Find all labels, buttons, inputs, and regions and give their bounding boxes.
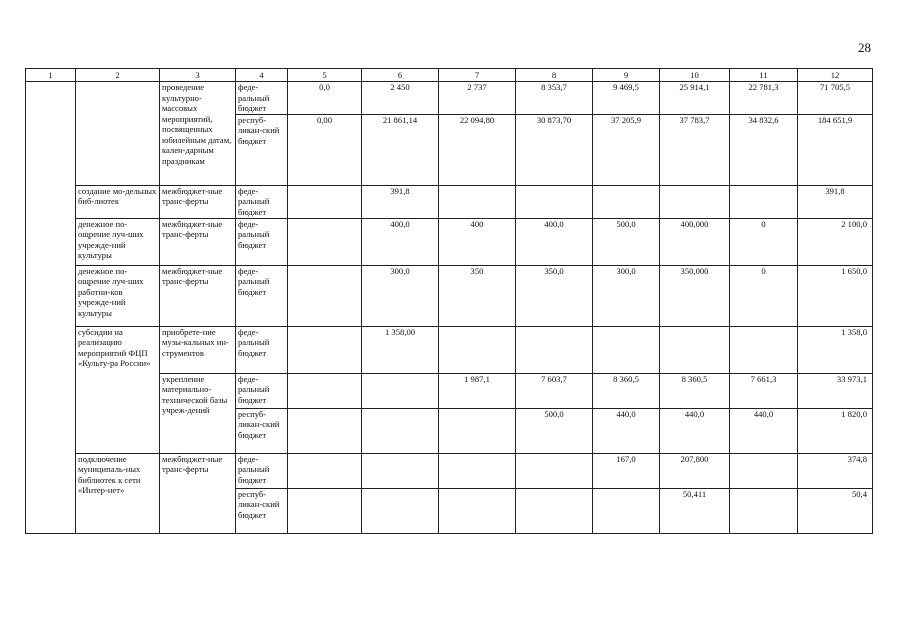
table-cell [730,185,798,218]
table-cell: респуб-ликан-ский бюджет [236,408,288,453]
table-cell [288,185,362,218]
table-cell: феде-ральный бюджет [236,265,288,326]
table-cell [593,488,660,533]
table-cell [288,453,362,488]
budget-table [25,68,873,534]
table-cell: 400 [439,218,516,265]
table-cell: 1 358,0 [798,326,873,373]
table-cell: 207,800 [660,453,730,488]
column-header: 8 [516,69,593,82]
table-cell [288,265,362,326]
table-cell: 400,0 [516,218,593,265]
table-cell: 440,0 [660,408,730,453]
table-cell [730,326,798,373]
table-cell [288,326,362,373]
table-cell: создание мо-дельных биб-лиотек [76,185,160,218]
table-cell [362,408,439,453]
table-cell: 1 987,1 [439,373,516,408]
column-header: 7 [439,69,516,82]
table-cell: 500,0 [516,408,593,453]
table-cell: феде-ральный бюджет [236,82,288,115]
table-cell: 37 783,7 [660,114,730,185]
table-cell: 350,0 [516,265,593,326]
table-cell [439,326,516,373]
table-cell: 0,0 [288,82,362,115]
table-cell: 440,0 [730,408,798,453]
table-cell [516,453,593,488]
column-header: 4 [236,69,288,82]
table-cell [76,82,160,186]
table-cell: межбюджет-ные транс-ферты [160,218,236,265]
column-header: 10 [660,69,730,82]
table-cell: 37 205,9 [593,114,660,185]
table-cell: респуб-ликан-ский бюджет [236,114,288,185]
table-cell: 400,0 [362,218,439,265]
table-row [26,326,873,373]
table-cell [362,453,439,488]
table-cell: феде-ральный бюджет [236,326,288,373]
table-cell [439,453,516,488]
table-row [26,453,873,488]
table-cell: 300,0 [593,265,660,326]
table-cell: 8 360,5 [660,373,730,408]
table-cell [288,408,362,453]
table-row [26,82,873,115]
table-cell: 50,411 [660,488,730,533]
table-cell [362,373,439,408]
table-cell [26,82,76,534]
table-cell [288,373,362,408]
table-cell: 7 661,3 [730,373,798,408]
table-cell: межбюджет-ные транс-ферты [160,185,236,218]
table-cell: 300,0 [362,265,439,326]
page-number: 28 [858,40,871,55]
table-cell [730,488,798,533]
table-cell: феде-ральный бюджет [236,373,288,408]
table-cell [730,453,798,488]
table-cell: 9 469,5 [593,82,660,115]
column-header: 5 [288,69,362,82]
table-cell: 7 603,7 [516,373,593,408]
table-cell: 25 914,1 [660,82,730,115]
table-cell: денежное по-ощрение луч-ших учрежде-ний культуры [76,218,160,265]
table-cell: приобрете-ние музы-кальных ин-струментов [160,326,236,373]
table-cell [660,185,730,218]
table-cell: 2 450 [362,82,439,115]
table-cell [439,488,516,533]
table-cell: 1 650,0 [798,265,873,326]
table-cell: 350,000 [660,265,730,326]
table-cell: межбюджет-ные транс-ферты [160,453,236,533]
table-cell: проведение культурно-массовых мероприятий, посвященных юбилейным датам, кален-дарным праздникам [160,82,236,186]
table-cell [362,488,439,533]
table-cell: 440,0 [593,408,660,453]
table-cell: 500,0 [593,218,660,265]
table-row [26,185,873,218]
table-cell: 8 360,5 [593,373,660,408]
table-cell: 21 861,14 [362,114,439,185]
table-cell: феде-ральный бюджет [236,218,288,265]
table-cell [516,185,593,218]
column-header: 9 [593,69,660,82]
column-header: 2 [76,69,160,82]
table-cell: 184 651,9 [798,114,873,185]
table-cell: 22 094,80 [439,114,516,185]
table-cell [288,218,362,265]
table-cell: укрепление материально-технической базы учреж-дений [160,373,236,453]
table-cell: 33 973,1 [798,373,873,408]
column-header: 11 [730,69,798,82]
table-row [26,265,873,326]
table-cell [593,185,660,218]
column-header: 1 [26,69,76,82]
table-cell: 167,0 [593,453,660,488]
table-cell: 34 832,6 [730,114,798,185]
table-cell: 71 705,5 [798,82,873,115]
table-cell: феде-ральный бюджет [236,453,288,488]
table-cell: подключение муниципаль-ных библиотек к сети «Интер-нет» [76,453,160,533]
table-cell [439,408,516,453]
table-cell: 0 [730,218,798,265]
table-row [26,218,873,265]
header-row [26,69,873,82]
table-cell: 1 358,00 [362,326,439,373]
table-cell [516,326,593,373]
table-cell: 0 [730,265,798,326]
table-cell: межбюджет-ные транс-ферты [160,265,236,326]
table-cell: 374,8 [798,453,873,488]
table-cell: 391,8 [362,185,439,218]
table-cell: 2 100,0 [798,218,873,265]
table-cell [288,488,362,533]
table-cell: денежное по-ощрение луч-ших работни-ков учрежде-ний культуры [76,265,160,326]
table-cell: субсидии на реализацию мероприятий ФЦП «Культу-ра России» [76,326,160,453]
table-cell: 22 781,3 [730,82,798,115]
table-cell: 1 820,0 [798,408,873,453]
table-cell: 391,8 [798,185,873,218]
table-cell [593,326,660,373]
column-header: 6 [362,69,439,82]
table-cell: 350 [439,265,516,326]
table-cell: феде-ральный бюджет [236,185,288,218]
table-cell [439,185,516,218]
table-cell: респуб-ликан-ский бюджет [236,488,288,533]
table-cell: 50,4 [798,488,873,533]
table-cell: 8 353,7 [516,82,593,115]
table-cell [516,488,593,533]
table-cell: 0,00 [288,114,362,185]
column-header: 12 [798,69,873,82]
table-cell [660,326,730,373]
column-header: 3 [160,69,236,82]
table-cell: 2 737 [439,82,516,115]
table-cell: 30 873,70 [516,114,593,185]
table-cell: 400,000 [660,218,730,265]
